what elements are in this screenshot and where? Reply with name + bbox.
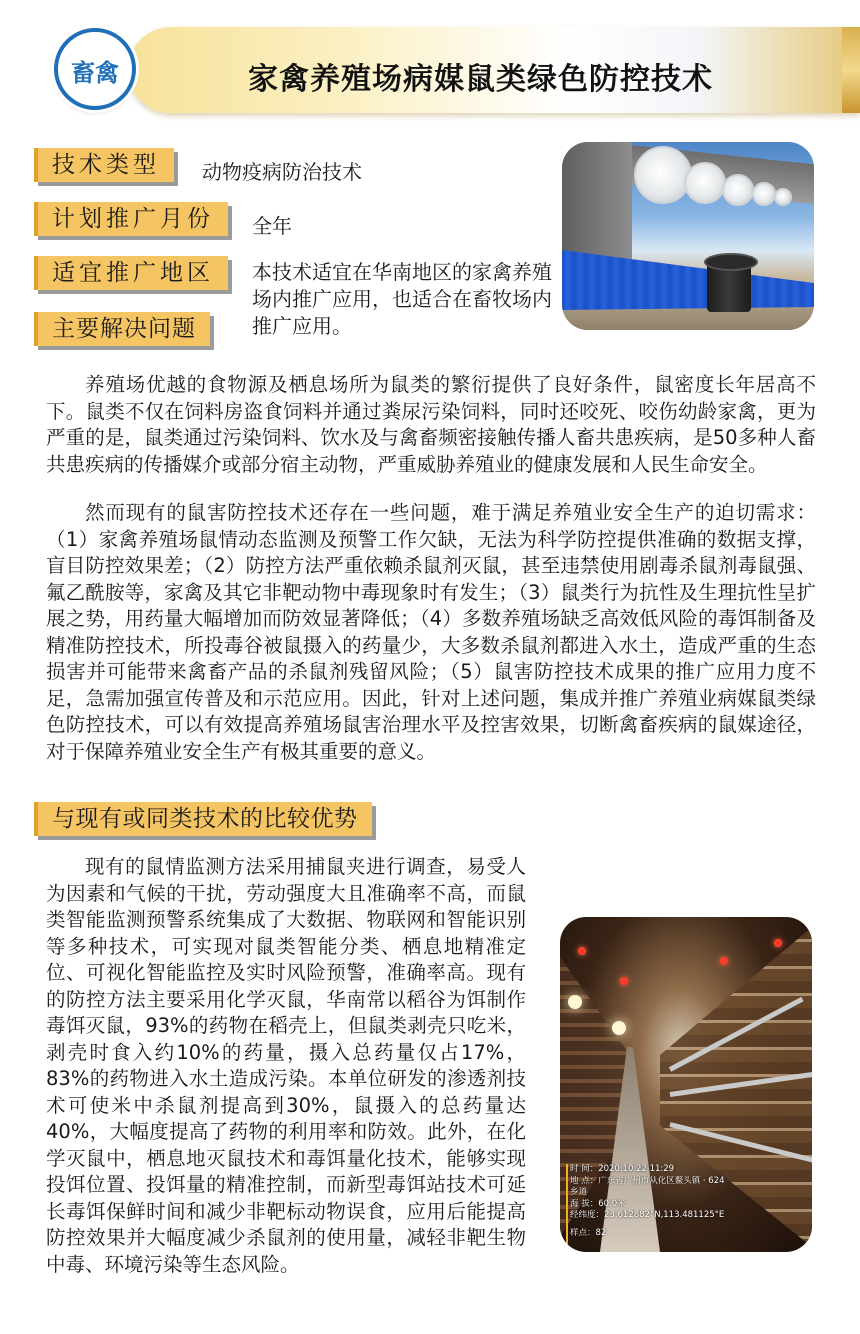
promotion-region-label: 适宜推广地区 — [34, 256, 228, 290]
photo-place-cont: 乡道 — [570, 1187, 588, 1197]
ventilation-fan-icon — [752, 182, 776, 206]
tech-type-label: 技术类型 — [34, 148, 174, 182]
category-badge-label: 畜禽 — [71, 59, 119, 87]
promotion-month-label: 计划推广月份 — [34, 202, 228, 236]
photo-watermark-bar — [566, 1164, 568, 1244]
bait-station-icon — [707, 260, 751, 312]
promotion-region-value: 本技术适宜在华南地区的家禽养殖场内推广应用，也适合在畜牧场内推广应用。 — [252, 260, 552, 338]
poultry-house-photo — [560, 917, 812, 1252]
blue-rodent-barrier — [562, 250, 814, 310]
ventilation-fan-icon — [684, 162, 726, 204]
main-problem-label: 主要解决问题 — [34, 312, 210, 346]
red-light-icon — [774, 939, 782, 947]
red-light-icon — [578, 947, 586, 955]
photo-place: 地 点：广东省广州市从化区鳌头镇 · 624 — [570, 1175, 725, 1186]
problem-paragraph-1: 养殖场优越的食物源及栖息场所为鼠类的繁衍提供了良好条件，鼠密度长年居高不下。鼠类不仅在饲料房盗食饲料并通过粪尿污染饲料，同时还咬死、咬伤幼龄家禽，更为严重的是，鼠类通过污染饲料、饮水及与禽畜频密接触传播人畜共患疾病，是50多种人畜共患疾病的传播媒介或部分宿主动物，严重威胁养殖业的健康发展和人民生命安全。 — [46, 373, 816, 476]
advantage-paragraph: 现有的鼠情监测方法采用捕鼠夹进行调查，易受人为因素和气候的干扰，劳动强度大且准确率不高，而鼠类智能监测预警系统集成了大数据、物联网和智能识别等多种技术，可实现对鼠类智能分类、栖息地精准定位、可视化智能监控及实时风险预警，准确率高。现有的防控方法主要采用化学灭鼠，华南常以稻谷为饵制作毒饵灭鼠，93%的药物在稻壳上，但鼠类剥壳只吃米，剥壳时食入约10%的药量，摄入总药量仅占17%，83%的药物进入水土造成污染。本单位研发的渗透剂技术可使米中杀鼠剂提高到30%，鼠摄入的总药量达40%，大幅度提高了药物的利用率和防效。此外，在化学灭鼠中，栖息地灭鼠技术和毒饵量化技术，能够实现投饵位置、投饵量的精准控制，而新型毒饵站技术可延长毒饵保鲜时间和减少非靶标动物误食，应用后能提高防控效果并大幅度减少杀鼠剂的使用量，减轻非靶生物中毒、环境污染等生态风险。 — [46, 855, 526, 1276]
ventilation-fan-icon — [634, 146, 692, 204]
tech-type-value: 动物疫病防治技术 — [202, 160, 362, 184]
red-light-icon — [720, 957, 728, 965]
ventilation-fan-icon — [722, 174, 754, 206]
lamp-icon — [612, 1021, 626, 1035]
page-title: 家禽养殖场病媒鼠类绿色防控技术 — [248, 62, 713, 97]
photo-coords: 经纬度：23.612882°N,113.481125°E — [570, 1210, 725, 1220]
promotion-month-value: 全年 — [252, 214, 292, 238]
red-light-icon — [620, 977, 628, 985]
photo-time: 时 间：2020.10.22 11:29 — [570, 1164, 675, 1174]
photo-sample: 样点：82 — [570, 1227, 607, 1238]
photo-watermark — [570, 1164, 806, 1239]
ventilation-fan-icon — [774, 188, 792, 206]
category-badge — [54, 28, 136, 110]
rodent-barrier-photo — [562, 142, 814, 330]
problem-paragraph-2: 然而现有的鼠害防控技术还存在一些问题，难于满足养殖业安全生产的迫切需求：（1）家禽养殖场鼠情动态监测及预警工作欠缺，无法为科学防控提供准确的数据支撑，盲目防控效果差；（2）防控方法严重依赖杀鼠剂灭鼠，甚至违禁使用剧毒杀鼠剂毒鼠强、氟乙酰胺等，家禽及其它非靶动物中毒现象时有发生；（3）鼠类行为抗性及生理抗性呈扩展之势，用药量大幅增加而防效显著降低；（4）多数养殖场缺乏高效低风险的毒饵制备及精准防控技术，所投毒谷被鼠摄入的药量少，大多数杀鼠剂都进入水土，造成严重的生态损害并可能带来禽畜产品的杀鼠剂残留风险；（5）鼠害防控技术成果的推广应用力度不足，急需加强宣传普及和示范应用。因此，针对上述问题，集成并推广养殖业病媒鼠类绿色防控技术，可以有效提高养殖场鼠害治理水平及控害效果，切断禽畜疾病的鼠媒途径，对于保障养殖业安全生产有极其重要的意义。 — [46, 501, 816, 763]
advantage-label: 与现有或同类技术的比较优势 — [34, 802, 372, 836]
lamp-icon — [568, 995, 582, 1009]
photo-altitude: 海 拔：60.0米 — [570, 1198, 626, 1209]
